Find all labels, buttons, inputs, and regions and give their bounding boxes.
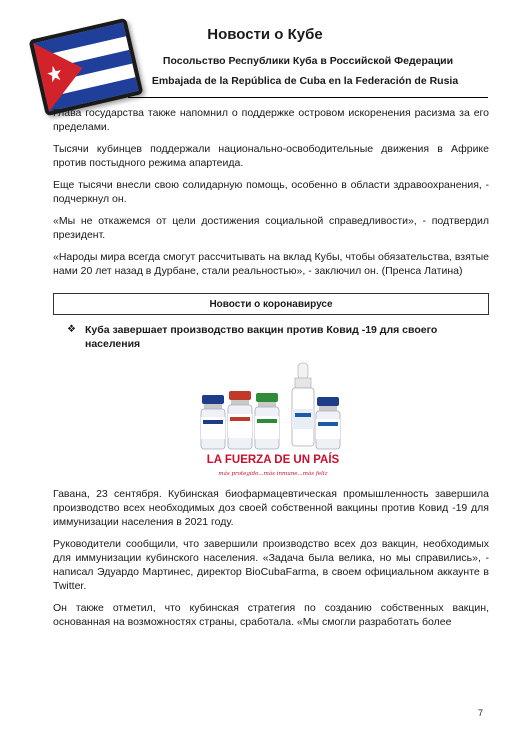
section-title: Новости о коронавирусе [209,298,333,310]
vaccine-vials-graphic [198,361,348,479]
embassy-name-russian: Посольство Республики Куба в Российской Федерации [162,55,454,67]
diamond-bullet-icon: ❖ [67,324,76,335]
paragraph: Тысячи кубинцев поддержали национально-освободительные движения в Африке против постыдного режима апартеида. [53,143,489,169]
paragraph: Гавана, 23 сентября. Кубинская биофармацевтическая промышленность завершила производство всех необходимых доз своей собственной вакцины против Ковид -19 для иммунизации населения в 2021 году. [53,488,489,528]
paragraph: Руководители сообщили, что завершили производство всех доз вакцин, необходимых для иммунизации кубинского населения. «Задача была велика, но мы справились», - написал Эдуардо Мартинес, директор BioCubaFarma, в своем официальном аккаунте в Twitter. [53,538,489,592]
image-caption: LA FUERZA DE UN PAÍS [206,454,340,466]
article-content [53,106,489,637]
paragraph: Еще тысячи внесли свою солидарную помощь, особенно в области здравоохранения, - подчеркнул он. [53,179,489,205]
paragraph: «Народы мира всегда смогут рассчитывать на вклад Кубы, чтобы обязательства, взятые нами 20 лет назад в Дурбане, стали реальностью», - заключил он. (Пренса Латина) [53,251,489,277]
headline-item [53,323,489,351]
page-number: 7 [478,708,484,718]
image-tagline: más protegido...más inmune...más feliz [218,471,328,477]
paragraph: Он также отметил, что кубинская стратегия по созданию собственных вакцин, основанная на возможностях страны, сработала. «Мы смогли разработать более [53,602,489,628]
embassy-name-spanish: Embajada de la República de Cuba en la Federación de Rusia [151,75,459,87]
section-header [53,293,489,315]
article-headline: Куба завершает производство вакцин против Ковид -19 для своего населения [85,324,438,350]
page-title: Новости о Кубе [207,26,323,43]
vaccine-image [53,361,489,481]
cuba-flag-icon [29,18,144,116]
cuba-flag-graphic [33,23,138,112]
header-divider [128,97,488,98]
paragraph: «Мы не откажемся от цели достижения социальной справедливости», - подтвердил президент. [53,215,489,241]
paragraph: Глава государства также напомнил о поддержке островом искоренения расизма за его пределами. [53,107,489,133]
